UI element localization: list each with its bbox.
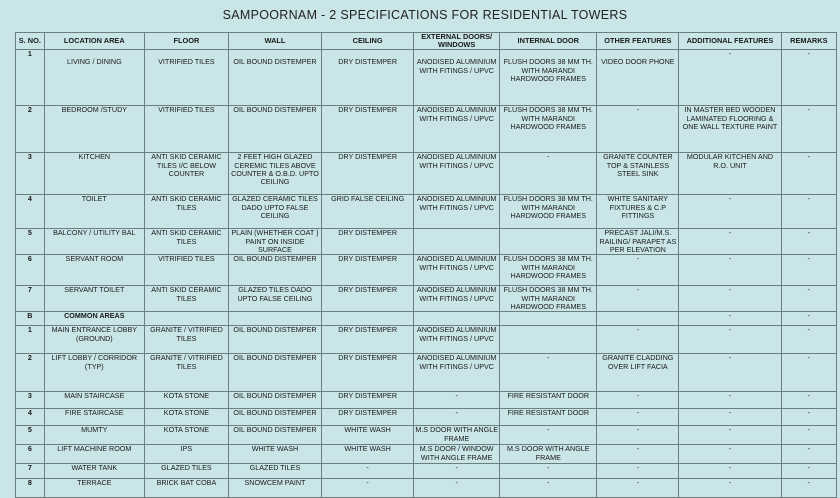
internal-door-cell: FLUSH DOORS 38 MM TH. WITH MARANDI HARDWOOD FRAMES xyxy=(500,106,597,153)
table-row xyxy=(16,255,837,286)
wall-cell: OIL BOUND DISTEMPER xyxy=(228,326,321,354)
external-doors-cell: ANODISED ALUMINIUM WITH FITINGS / UPVC xyxy=(414,195,500,229)
column-header: EXTERNAL DOORS/ WINDOWS xyxy=(414,33,500,50)
row-number: 5 xyxy=(16,426,45,445)
floor-cell: VITRIFIED TILES xyxy=(144,255,228,286)
remarks-cell: - xyxy=(781,479,836,498)
specifications-table xyxy=(15,32,837,498)
external-doors-cell: ANODISED ALUMINIUM WITH FITINGS / UPVC xyxy=(414,255,500,286)
external-doors-cell: ANODISED ALUMINIUM WITH FITINGS / UPVC xyxy=(414,286,500,312)
page-title: SAMPOORNAM - 2 SPECIFICATIONS FOR RESIDENTIAL TOWERS xyxy=(222,8,628,22)
other-features-cell xyxy=(597,312,679,326)
location-cell: TOILET xyxy=(44,195,144,229)
row-number: 8 xyxy=(16,479,45,498)
additional-features-cell: - xyxy=(679,392,781,409)
remarks-cell: - xyxy=(781,326,836,354)
table-row xyxy=(16,445,837,464)
internal-door-cell: - xyxy=(500,426,597,445)
other-features-cell: - xyxy=(597,479,679,498)
column-header: LOCATION AREA xyxy=(44,33,144,50)
additional-features-cell: - xyxy=(679,479,781,498)
location-cell: LIFT LOBBY / CORRIDOR (TYP) xyxy=(44,354,144,392)
header-row xyxy=(16,33,837,50)
column-header: ADDITIONAL FEATURES xyxy=(679,33,781,50)
internal-door-cell: FLUSH DOORS 38 MM TH. WITH MARANDI HARDWOOD FRAMES xyxy=(500,50,597,106)
external-doors-cell: ANODISED ALUMINIUM WITH FITINGS / UPVC xyxy=(414,50,500,106)
internal-door-cell: FLUSH DOORS 38 MM TH. WITH MARANDI HARDWOOD FRAMES xyxy=(500,195,597,229)
additional-features-cell: - xyxy=(679,426,781,445)
additional-features-cell: - xyxy=(679,286,781,312)
row-number: 1 xyxy=(16,326,45,354)
table-row xyxy=(16,50,837,106)
floor-cell: VITRIFIED TILES xyxy=(144,50,228,106)
other-features-cell: WHITE SANITARY FIXTURES & C.P FITTINGS xyxy=(597,195,679,229)
column-header: WALL xyxy=(228,33,321,50)
additional-features-cell: - xyxy=(679,445,781,464)
table-row xyxy=(16,426,837,445)
location-cell: LIVING / DINING xyxy=(44,50,144,106)
external-doors-cell: ANODISED ALUMINIUM WITH FITINGS / UPVC xyxy=(414,326,500,354)
wall-cell: PLAIN (WHETHER COAT ) PAINT ON INSIDE SURFACE xyxy=(228,229,321,255)
external-doors-cell: - xyxy=(414,409,500,426)
wall-cell: OIL BOUND DISTEMPER xyxy=(228,255,321,286)
additional-features-cell: - xyxy=(679,326,781,354)
internal-door-cell: - xyxy=(500,479,597,498)
floor-cell: KOTA STONE xyxy=(144,426,228,445)
location-cell: MAIN STAIRCASE xyxy=(44,392,144,409)
other-features-cell: VIDEO DOOR PHONE xyxy=(597,50,679,106)
remarks-cell: - xyxy=(781,409,836,426)
wall-cell: OIL BOUND DISTEMPER xyxy=(228,426,321,445)
ceiling-cell: DRY DISTEMPER xyxy=(322,392,414,409)
other-features-cell: - xyxy=(597,445,679,464)
column-header: CEILING xyxy=(322,33,414,50)
internal-door-cell: M.S DOOR WITH ANGLE FRAME xyxy=(500,445,597,464)
other-features-cell: - xyxy=(597,255,679,286)
floor-cell: GRANITE / VITRIFIED TILES xyxy=(144,354,228,392)
floor-cell: BRICK BAT COBA xyxy=(144,479,228,498)
remarks-cell: - xyxy=(781,464,836,479)
ceiling-cell: - xyxy=(322,464,414,479)
table-row xyxy=(16,354,837,392)
ceiling-cell: DRY DISTEMPER xyxy=(322,409,414,426)
row-number: 2 xyxy=(16,106,45,153)
column-header: FLOOR xyxy=(144,33,228,50)
location-cell: LIFT MACHINE ROOM xyxy=(44,445,144,464)
wall-cell: WHITE WASH xyxy=(228,445,321,464)
table-row xyxy=(16,195,837,229)
location-cell: FIRE STAIRCASE xyxy=(44,409,144,426)
floor-cell: GRANITE / VITRIFIED TILES xyxy=(144,326,228,354)
external-doors-cell xyxy=(414,229,500,255)
floor-cell xyxy=(144,312,228,326)
floor-cell: ANTI SKID CERAMIC TILES xyxy=(144,195,228,229)
table-row xyxy=(16,106,837,153)
remarks-cell: - xyxy=(781,392,836,409)
internal-door-cell: - xyxy=(500,464,597,479)
internal-door-cell: - xyxy=(500,153,597,195)
row-number: 4 xyxy=(16,195,45,229)
floor-cell: VITRIFIED TILES xyxy=(144,106,228,153)
ceiling-cell xyxy=(322,312,414,326)
other-features-cell: - xyxy=(597,106,679,153)
internal-door-cell: FIRE RESISTANT DOOR xyxy=(500,392,597,409)
floor-cell: GLAZED TILES xyxy=(144,464,228,479)
location-cell: BALCONY / UTILITY BAL xyxy=(44,229,144,255)
external-doors-cell: M.S DOOR / WINDOW WITH ANGLE FRAME xyxy=(414,445,500,464)
additional-features-cell: IN MASTER BED WOODEN LAMINATED FLOORING & ONE WALL TEXTURE PAINT xyxy=(679,106,781,153)
additional-features-cell: - xyxy=(679,229,781,255)
other-features-cell: - xyxy=(597,464,679,479)
remarks-cell: - xyxy=(781,312,836,326)
floor-cell: KOTA STONE xyxy=(144,392,228,409)
row-number: 5 xyxy=(16,229,45,255)
wall-cell: OIL BOUND DISTEMPER xyxy=(228,392,321,409)
location-cell: WATER TANK xyxy=(44,464,144,479)
location-cell: MUMTY xyxy=(44,426,144,445)
wall-cell: GLAZED TILES xyxy=(228,464,321,479)
ceiling-cell: DRY DISTEMPER xyxy=(322,255,414,286)
internal-door-cell: FLUSH DOORS 38 MM TH. WITH MARANDI HARDWOOD FRAMES xyxy=(500,255,597,286)
other-features-cell: - xyxy=(597,426,679,445)
internal-door-cell xyxy=(500,312,597,326)
table-row xyxy=(16,392,837,409)
table-row xyxy=(16,464,837,479)
ceiling-cell: - xyxy=(322,479,414,498)
row-number: 4 xyxy=(16,409,45,426)
ceiling-cell: DRY DISTEMPER xyxy=(322,106,414,153)
ceiling-cell: DRY DISTEMPER xyxy=(322,153,414,195)
wall-cell xyxy=(228,312,321,326)
section-letter: B xyxy=(16,312,45,326)
additional-features-cell: - xyxy=(679,255,781,286)
column-header: INTERNAL DOOR xyxy=(500,33,597,50)
row-number: 6 xyxy=(16,445,45,464)
floor-cell: ANTI SKID CERAMIC TILES I/C BELOW COUNTER xyxy=(144,153,228,195)
floor-cell: ANTI SKID CERAMIC TILES xyxy=(144,286,228,312)
remarks-cell: - xyxy=(781,354,836,392)
ceiling-cell: DRY DISTEMPER xyxy=(322,354,414,392)
external-doors-cell: - xyxy=(414,392,500,409)
ceiling-cell: DRY DISTEMPER xyxy=(322,286,414,312)
column-header: S. NO. xyxy=(16,33,45,50)
external-doors-cell: ANODISED ALUMINIUM WITH FITINGS / UPVC xyxy=(414,106,500,153)
external-doors-cell: - xyxy=(414,479,500,498)
remarks-cell: - xyxy=(781,195,836,229)
row-number: 2 xyxy=(16,354,45,392)
wall-cell: GLAZED TILES DADO UPTO FALSE CEILING xyxy=(228,286,321,312)
remarks-cell: - xyxy=(781,50,836,106)
column-header: OTHER FEATURES xyxy=(597,33,679,50)
section-row xyxy=(16,312,837,326)
remarks-cell: - xyxy=(781,286,836,312)
other-features-cell: - xyxy=(597,409,679,426)
section-title: COMMON AREAS xyxy=(44,312,144,326)
table-row xyxy=(16,153,837,195)
row-number: 6 xyxy=(16,255,45,286)
ceiling-cell: WHITE WASH xyxy=(322,426,414,445)
remarks-cell: - xyxy=(781,106,836,153)
row-number: 7 xyxy=(16,464,45,479)
additional-features-cell: - xyxy=(679,464,781,479)
wall-cell: 2 FEET HIGH GLAZED CEREMIC TILES ABOVE COUNTER & O.B.D. UPTO CEILING xyxy=(228,153,321,195)
other-features-cell: - xyxy=(597,326,679,354)
column-header: REMARKS xyxy=(781,33,836,50)
other-features-cell: PRECAST JALI/M.S. RAILING/ PARAPET AS PER ELEVATION xyxy=(597,229,679,255)
other-features-cell: GRANITE CLADDING OVER LIFT FACIA xyxy=(597,354,679,392)
wall-cell: OIL BOUND DISTEMPER xyxy=(228,50,321,106)
location-cell: SERVANT ROOM xyxy=(44,255,144,286)
ceiling-cell: DRY DISTEMPER xyxy=(322,229,414,255)
location-cell: MAIN ENTRANCE LOBBY (GROUND) xyxy=(44,326,144,354)
row-number: 3 xyxy=(16,153,45,195)
table-row xyxy=(16,479,837,498)
remarks-cell: - xyxy=(781,153,836,195)
additional-features-cell: - xyxy=(679,50,781,106)
remarks-cell: - xyxy=(781,426,836,445)
location-cell: BEDROOM /STUDY xyxy=(44,106,144,153)
internal-door-cell xyxy=(500,229,597,255)
internal-door-cell: - xyxy=(500,354,597,392)
additional-features-cell: - xyxy=(679,312,781,326)
floor-cell: ANTI SKID CERAMIC TILES xyxy=(144,229,228,255)
external-doors-cell: - xyxy=(414,464,500,479)
external-doors-cell: M.S DOOR WITH ANGLE FRAME xyxy=(414,426,500,445)
remarks-cell: - xyxy=(781,229,836,255)
table-row xyxy=(16,229,837,255)
remarks-cell: - xyxy=(781,445,836,464)
additional-features-cell: - xyxy=(679,409,781,426)
row-number: 7 xyxy=(16,286,45,312)
wall-cell: OIL BOUND DISTEMPER xyxy=(228,354,321,392)
table-row xyxy=(16,326,837,354)
row-number: 1 xyxy=(16,50,45,106)
wall-cell: OIL BOUND DISTEMPER xyxy=(228,106,321,153)
table-row xyxy=(16,286,837,312)
external-doors-cell xyxy=(414,312,500,326)
internal-door-cell: FLUSH DOORS 38 MM TH. WITH MARANDI HARDWOOD FRAMES xyxy=(500,286,597,312)
additional-features-cell: - xyxy=(679,195,781,229)
additional-features-cell: MODULAR KITCHEN AND R.O. UNIT xyxy=(679,153,781,195)
ceiling-cell: WHITE WASH xyxy=(322,445,414,464)
ceiling-cell: DRY DISTEMPER xyxy=(322,50,414,106)
location-cell: TERRACE xyxy=(44,479,144,498)
internal-door-cell: FIRE RESISTANT DOOR xyxy=(500,409,597,426)
table-row xyxy=(16,409,837,426)
external-doors-cell: ANODISED ALUMINIUM WITH FITINGS / UPVC xyxy=(414,354,500,392)
additional-features-cell: - xyxy=(679,354,781,392)
wall-cell: OIL BOUND DISTEMPER xyxy=(228,409,321,426)
other-features-cell: - xyxy=(597,392,679,409)
remarks-cell: - xyxy=(781,255,836,286)
internal-door-cell xyxy=(500,326,597,354)
location-cell: SERVANT TOILET xyxy=(44,286,144,312)
external-doors-cell: ANODISED ALUMINIUM WITH FITINGS / UPVC xyxy=(414,153,500,195)
floor-cell: KOTA STONE xyxy=(144,409,228,426)
location-cell: KITCHEN xyxy=(44,153,144,195)
row-number: 3 xyxy=(16,392,45,409)
other-features-cell: - xyxy=(597,286,679,312)
other-features-cell: GRANITE COUNTER TOP & STAINLESS STEEL SINK xyxy=(597,153,679,195)
ceiling-cell: DRY DISTEMPER xyxy=(322,326,414,354)
floor-cell: IPS xyxy=(144,445,228,464)
wall-cell: GLAZED CERAMIC TILES DADO UPTO FALSE CEILING xyxy=(228,195,321,229)
ceiling-cell: GRID FALSE CEILING xyxy=(322,195,414,229)
wall-cell: SNOWCEM PAINT xyxy=(228,479,321,498)
